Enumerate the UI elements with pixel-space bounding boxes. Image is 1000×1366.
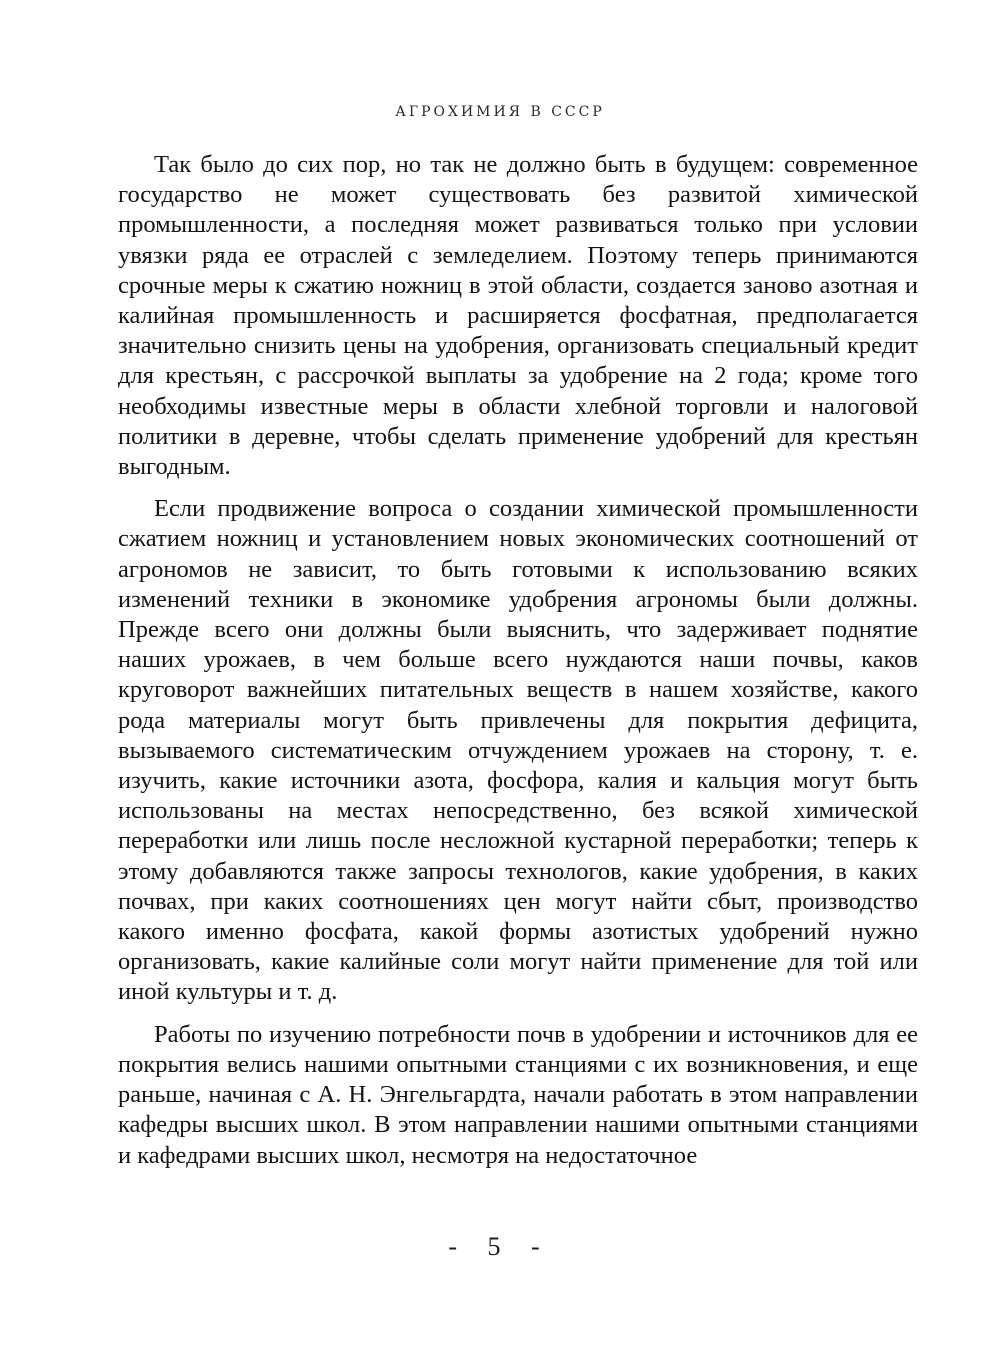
paragraph-2: Если продвижение вопроса о создании химической промышленности сжатием ножниц и установлением новых экономических соотношений от агрономов не зависит, то быть готовыми к использованию всяких изменений техники в экономике удобрения агрономы были должны. Прежде всего они должны были выяснить, что задерживает поднятие наших урожаев, в чем больше всего нуждаются наши почвы, каков круговорот важнейших питательных веществ в нашем хозяйстве, какого рода материалы могут быть привлечены для покрытия дефицита, вызываемого систематическим отчуждением урожаев на сторону, т. е. изучить, какие источники азота, фосфора, калия и кальция могут быть использованы на местах непосредственно, без всякой химической переработки или лишь после несложной кустарной переработки; теперь к этому добавляются также запросы технологов, какие удобрения, в каких почвах, при каких соотношениях цен могут найти сбыт, производство какого именно фосфата, какой формы азотистых удобрений нужно организовать, какие калийные соли могут найти применение для той или иной культуры и т. д. bbox=[118, 495, 918, 1006]
body-text bbox=[118, 150, 918, 1183]
paragraph-3: Работы по изучению потребности почв в удобрении и источников для ее покрытия велись нашими опытными станциями с их возникновения, и еще раньше, начиная с А. Н. Энгельгардта, начали работать в этом направлении кафедры высших школ. В этом направлении нашими опытными станциями и кафедрами высших школ, несмотря на недостаточное bbox=[118, 1020, 918, 1169]
page-number: - 5 - bbox=[448, 1232, 552, 1261]
running-header: АГРОХИМИЯ В СССР bbox=[395, 104, 605, 120]
paragraph-1: Так было до сих пор, но так не должно быть в будущем: современное государство не может существовать без развитой химической промышленности, а последняя может развиваться только при условии увязки ряда ее отраслей с земледелием. Поэтому теперь принимаются срочные меры к сжатию ножниц в этой области, создается заново азотная и калийная промышленность и расширяется фосфатная, предполагается значительно снизить цены на удобрения, организовать специальный кредит для крестьян, с рассрочкой выплаты за удобрение на 2 года; кроме того необходимы известные меры в области хлебной торговли и налоговой политики в деревне, чтобы сделать применение удобрений для крестьян выгодным. bbox=[118, 151, 918, 481]
